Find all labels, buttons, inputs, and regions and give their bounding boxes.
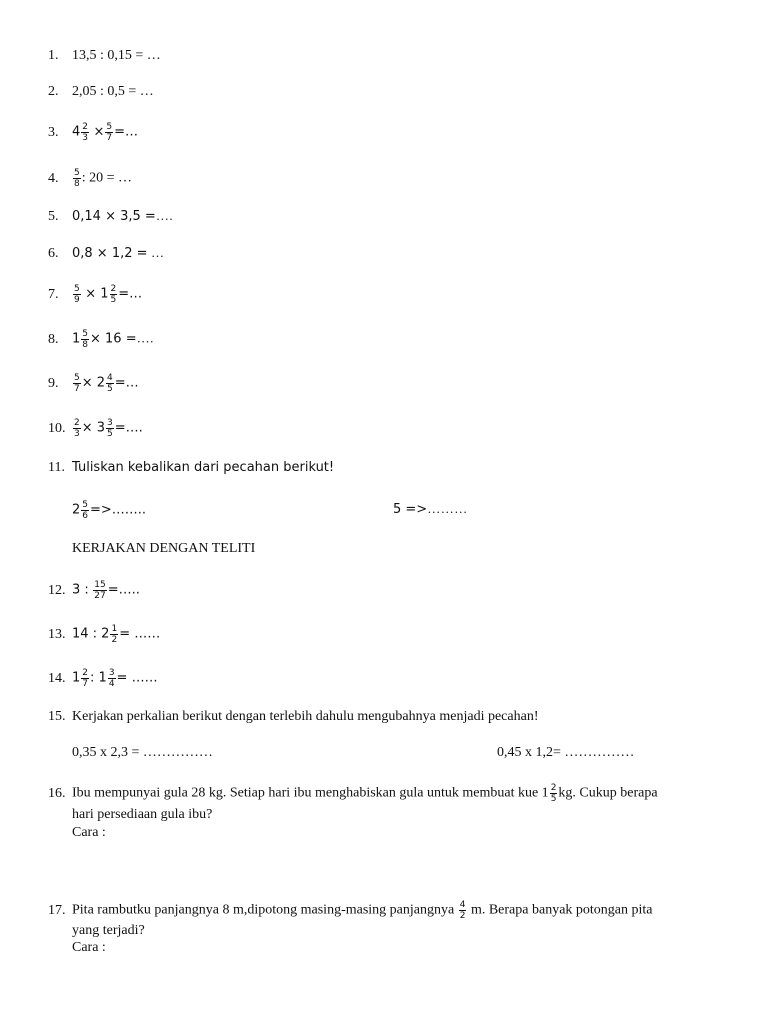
numerator: 15: [94, 580, 106, 590]
numerator: 5: [74, 373, 80, 383]
question-text: Pita rambutku panjangnya 8 m,dipotong masing-masing panjangnya: [72, 902, 455, 918]
fraction: [106, 418, 114, 439]
operator: × 3: [81, 420, 106, 436]
question-text: 2,05 : 0,5 = …: [72, 84, 154, 99]
question-expression: 3 :: [72, 582, 89, 598]
denominator: 3: [82, 133, 89, 143]
question-number: 5.: [48, 209, 59, 224]
question-text: Ibu mempunyai gula 28 kg. Setiap hari ibu menghabiskan gula untuk membuat kue 1: [72, 785, 549, 801]
fraction: [73, 284, 81, 305]
question-number: 17.: [48, 902, 66, 918]
fraction: [93, 580, 106, 601]
question-number: 12.: [48, 582, 66, 598]
answer-blank: …: [151, 245, 165, 260]
denominator: 9: [74, 295, 80, 305]
question-number: 16.: [48, 785, 66, 801]
answer-blank: =…..: [107, 582, 140, 598]
denominator: 7: [106, 133, 113, 143]
question-1: [48, 47, 161, 65]
fraction: [108, 668, 116, 689]
question-expression: 0,8 × 1,2 =: [72, 246, 148, 261]
question-text: m. Berapa banyak potongan pita: [470, 902, 653, 918]
fraction: [73, 418, 81, 439]
answer-blank: ………: [427, 501, 468, 516]
question-text: : 20 = …: [81, 170, 133, 186]
numerator: 1: [111, 624, 118, 634]
denominator: 6: [82, 511, 89, 521]
whole-number: 4: [72, 124, 81, 140]
operator: × 2: [81, 375, 106, 391]
answer-blank: ….: [155, 208, 174, 223]
fraction: [105, 122, 113, 143]
answer-blank: = ……: [116, 670, 158, 686]
question-2: [48, 83, 154, 101]
denominator: 27: [94, 591, 106, 601]
denominator: 2: [459, 911, 466, 921]
question-text: yang terjadi?: [72, 923, 145, 938]
operator: ×: [93, 124, 105, 140]
question-6: [48, 244, 165, 263]
question-10: [48, 418, 143, 439]
question-16: [48, 783, 658, 804]
denominator: 5: [550, 794, 557, 804]
question-text: hari persediaan gula ibu?: [72, 807, 213, 822]
whole-number: 2: [72, 502, 81, 518]
question-5: [48, 207, 173, 226]
answer-blank: =…: [114, 375, 139, 391]
question-number: 11.: [48, 460, 65, 475]
answer-blank: ….: [136, 330, 154, 346]
working-label: Cara :: [72, 940, 106, 955]
question-17-line-2: [72, 922, 145, 940]
question-7: [48, 284, 142, 305]
numerator: 5: [74, 284, 80, 294]
question-number: 15.: [48, 709, 66, 724]
fraction: [81, 500, 89, 521]
numerator: 3: [108, 668, 115, 678]
question-number: 7.: [48, 286, 59, 302]
numerator: 3: [107, 418, 113, 428]
numerator: 5: [106, 122, 113, 132]
question-number: 3.: [48, 124, 59, 140]
numerator: 2: [550, 783, 557, 793]
question-17: [48, 900, 653, 921]
section-title: KERJAKAN DENGAN TELITI: [72, 541, 256, 556]
fraction: [110, 284, 118, 305]
question-16-cara: [72, 824, 106, 842]
question-number: 14.: [48, 670, 66, 686]
denominator: 5: [107, 429, 113, 439]
question-15-item-a: [72, 744, 213, 762]
question-15: [48, 708, 538, 726]
fraction: [81, 668, 89, 689]
question-14: [48, 668, 158, 689]
question-instruction: Tuliskan kebalikan dari pecahan berikut!: [72, 460, 335, 475]
question-number: 1.: [48, 48, 59, 63]
fraction: [81, 329, 89, 350]
question-number: 4.: [48, 170, 59, 186]
denominator: 7: [74, 384, 80, 394]
operator: × 1: [85, 286, 109, 302]
question-number: 8.: [48, 331, 59, 347]
question-expression: 0,45 x 1,2= ……………: [497, 745, 635, 760]
question-text: kg. Cukup berapa: [558, 785, 658, 801]
answer-blank: =….: [114, 420, 143, 436]
question-3: [48, 122, 138, 143]
question-number: 6.: [48, 246, 59, 261]
question-expression: 0,14 × 3,5 =: [72, 209, 156, 224]
question-4: [48, 168, 132, 189]
whole-number: 1: [72, 331, 81, 347]
question-16-line-2: [72, 806, 212, 824]
question-15-item-b: [497, 744, 634, 762]
question-17-cara: [72, 939, 106, 957]
operator: × 16 =: [90, 331, 137, 347]
question-11-item-b: [393, 500, 468, 519]
denominator: 8: [74, 179, 80, 189]
numerator: 2: [110, 284, 117, 294]
question-number: 10.: [48, 420, 66, 436]
denominator: 2: [111, 635, 118, 645]
numerator: 5: [82, 329, 89, 339]
question-11: [48, 459, 334, 477]
numerator: 4: [459, 900, 466, 910]
numerator: 2: [82, 122, 89, 132]
fraction: [110, 624, 118, 645]
numerator: 2: [82, 668, 89, 678]
whole-number: 1: [72, 670, 81, 686]
fraction: [550, 783, 558, 804]
answer-blank: = ……: [119, 626, 161, 642]
numerator: 2: [74, 418, 80, 428]
question-9: [48, 373, 139, 394]
fraction: [81, 122, 89, 143]
numerator: 5: [74, 168, 80, 178]
answer-blank: =…: [118, 286, 143, 302]
denominator: 5: [110, 295, 117, 305]
denominator: 8: [82, 340, 89, 350]
question-12: [48, 580, 140, 601]
fraction: [459, 900, 467, 921]
question-instruction: Kerjakan perkalian berikut dengan terlebih dahulu mengubahnya menjadi pecahan!: [72, 709, 539, 724]
denominator: 3: [74, 429, 80, 439]
working-label: Cara :: [72, 825, 106, 840]
question-8: [48, 329, 154, 350]
denominator: 7: [82, 679, 89, 689]
numerator: 4: [107, 373, 113, 383]
question-expression: 14 : 2: [72, 626, 110, 642]
question-number: 13.: [48, 626, 66, 642]
fraction: [73, 168, 81, 189]
question-text: 13,5 : 0,15 = …: [72, 48, 161, 63]
question-number: 2.: [48, 84, 59, 99]
question-expression: 5 =>: [393, 502, 428, 517]
answer-blank: =>……..: [90, 502, 147, 518]
fraction: [73, 373, 81, 394]
question-expression: 0,35 x 2,3 = ……………: [72, 745, 213, 760]
operator: : 1: [90, 670, 107, 686]
section-heading: [72, 540, 255, 558]
question-11-item-a: [72, 500, 146, 521]
answer-blank: =…: [114, 124, 139, 140]
question-number: 9.: [48, 375, 59, 391]
numerator: 5: [82, 500, 89, 510]
fraction: [106, 373, 114, 394]
denominator: 5: [107, 384, 113, 394]
question-13: [48, 624, 160, 645]
denominator: 4: [108, 679, 115, 689]
